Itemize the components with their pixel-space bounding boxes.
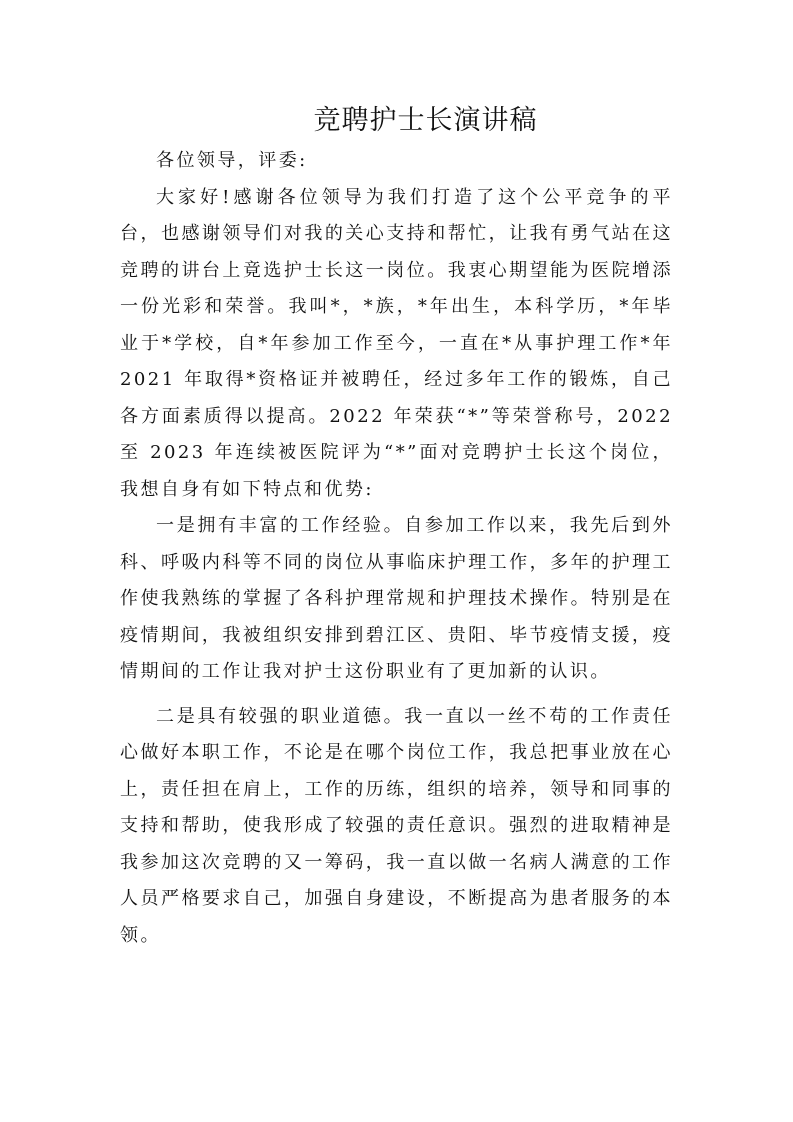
paragraph-spacer [120, 691, 673, 699]
document-body [120, 143, 673, 954]
paragraph-introduction: 大家好!感谢各位领导为我们打造了这个公平竞争的平台，也感谢领导们对我的关心支持和帮忙，让我有勇气站在这竞聘的讲台上竟选护士长这一岗位。我衷心期望能为医院增添一份光彩和荣誉。我叫*，*族，*年出生，本科学历，*年毕业于*学校，自*年参加工作至今，一直在*从事护理工作*年 2021 年取得*资格证并被聘任，经过多年工作的锻炼，自己各方面素质得以提高。2022 年荣获“*”等荣誉称号，2022至 2023 年连续被医院评为“*”面对竞聘护士长这个岗位，我想自身有如下特点和优势: [120, 186, 673, 500]
paragraph-experience: 一是拥有丰富的工作经验。自参加工作以来，我先后到外科、呼吸内科等不同的岗位从事临床护理工作，多年的护理工作使我熟练的掌握了各科护理常规和护理技术操作。特别是在疫情期间，我被组织安排到碧江区、贵阳、毕节疫情支援，疫情期间的工作让我对护士这份职业有了更加新的认识。 [120, 515, 673, 682]
salutation: 各位领导，评委: [156, 150, 308, 171]
paragraph-ethics: 二是具有较强的职业道德。我一直以一丝不苟的工作责任心做好本职工作，不论是在哪个岗位工作，我总把事业放在心上，责任担在肩上，工作的历练，组织的培养，领导和同事的支持和帮助，使我形成了较强的责任意识。强烈的进取精神是我参加这次竞聘的又一筹码，我一直以做一名病人满意的工作人员严格要求自己，加强自身建设，不断提高为患者服务的本领。 [120, 705, 673, 946]
document-title: 竞聘护士长演讲稿 [313, 105, 538, 136]
